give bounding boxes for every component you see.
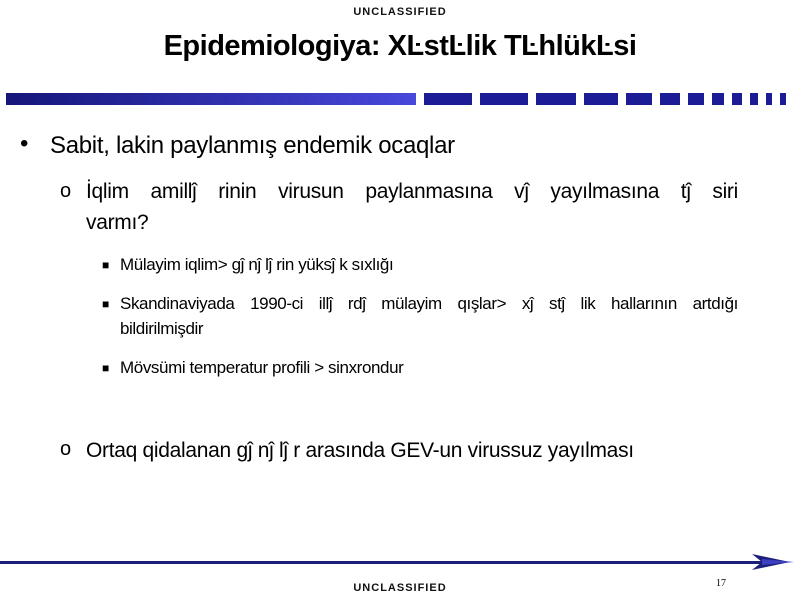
classification-banner-top: UNCLASSIFIED xyxy=(353,6,447,18)
page-number: 17 xyxy=(716,578,726,589)
level3-bullet-icon: ■ xyxy=(102,361,110,375)
level2-bullet-icon: o xyxy=(60,438,72,460)
classification-banner-bottom: UNCLASSIFIED xyxy=(353,582,447,594)
slide-title: Epidemiologiya: XĿstĿlik TĿhlükĿsi xyxy=(163,30,637,62)
bullet-text: İqlim amillĵ rinin virusun paylanmasına vĵ yayılmasına tĵ siri xyxy=(86,180,738,203)
level3-bullet-icon: ■ xyxy=(102,258,110,272)
level3-bullet-icon: ■ xyxy=(102,297,110,311)
footer-arrow-line xyxy=(0,550,800,574)
title-decorative-bar xyxy=(6,92,798,108)
level1-bullet-icon: • xyxy=(20,130,29,157)
bullet-text: Ortaq qidalanan gĵ nĵ lĵ r arasında GEV-un virussuz yayılması xyxy=(86,439,634,462)
level2-bullet-icon: o xyxy=(60,180,72,202)
bullet-text: Skandinaviyada 1990-ci illĵ rdĵ mülayim qışlar> xĵ stĵ lik hallarının artdığı xyxy=(120,294,738,313)
bullet-text: Mülayim iqlim> gĵ nĵ lĵ rin yüksĵ k sıxlığı xyxy=(120,255,394,274)
bullet-text: Mövsümi temperatur profili > sinxrondur xyxy=(120,358,404,377)
bullet-text-continuation: varmı? xyxy=(86,211,149,234)
bullet-text: Sabit, lakin paylanmış endemik ocaqlar xyxy=(50,132,455,159)
bullet-text-continuation: bildirilmişdir xyxy=(120,319,204,338)
